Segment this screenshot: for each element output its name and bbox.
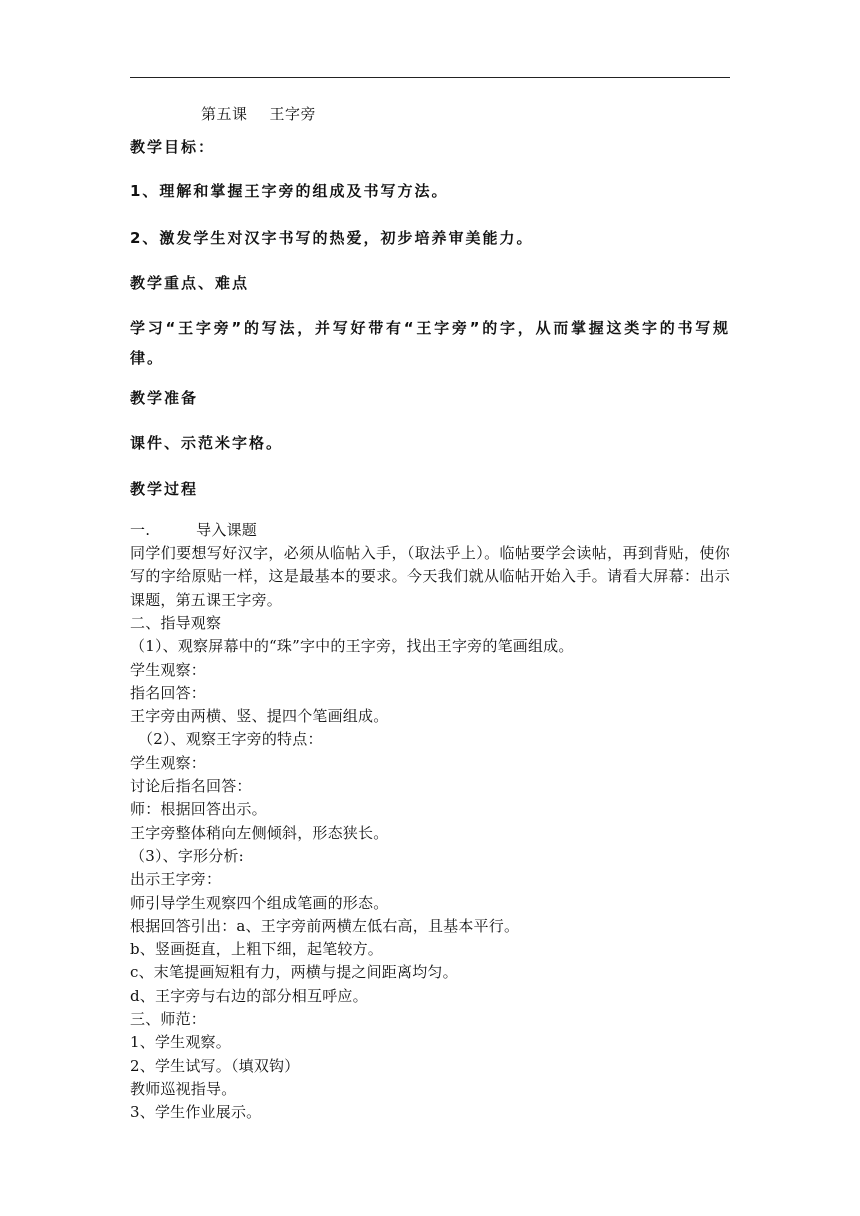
list-item: 王字旁由两横、竖、提四个笔画组成。 bbox=[130, 707, 389, 726]
list-item: 讨论后指名回答： bbox=[130, 777, 252, 796]
lesson-name: 王字旁 bbox=[269, 105, 317, 123]
list-item: 师引导学生观察四个组成笔画的形态。 bbox=[130, 893, 389, 912]
list-item: d、王字旁与右边的部分相互呼应。 bbox=[130, 986, 368, 1005]
lesson-title bbox=[201, 103, 316, 124]
list-item: 教师巡视指导。 bbox=[130, 1079, 237, 1098]
process-heading: 教学过程 bbox=[130, 480, 199, 498]
header-rule bbox=[130, 77, 730, 78]
list-item: b、竖画挺直，上粗下细，起笔较方。 bbox=[130, 940, 384, 959]
list-item: c、末笔提画短粗有力，两横与提之间距离均匀。 bbox=[130, 963, 458, 982]
list-item: 2、学生试写。（填双钩） bbox=[130, 1056, 300, 1075]
section-1-number: 一. bbox=[130, 521, 151, 539]
list-item: 学生观察： bbox=[130, 753, 207, 772]
list-item: （3）、字形分析: bbox=[130, 846, 244, 865]
preparation-heading: 教学准备 bbox=[130, 389, 199, 407]
list-item: 学生观察： bbox=[130, 660, 207, 679]
list-item: 王字旁整体稍向左侧倾斜，形态狭长。 bbox=[130, 823, 389, 842]
process-lines bbox=[130, 612, 730, 1125]
list-item: 1、学生观察。 bbox=[130, 1033, 231, 1052]
objective-item-1: 1、理解和掌握王字旁的组成及书写方法。 bbox=[130, 182, 449, 200]
section-2-heading: 二、指导观察 bbox=[130, 614, 222, 632]
list-item: 指名回答： bbox=[130, 683, 207, 702]
section-1-heading bbox=[130, 519, 730, 542]
list-item: 师：根据回答出示。 bbox=[130, 800, 267, 819]
list-item: 根据回答引出：a、王字旁前两横左低右高，且基本平行。 bbox=[130, 916, 520, 935]
lesson-number: 第五课 bbox=[201, 105, 248, 123]
objective-item-2: 2、激发学生对汉字书写的热爱，初步培养审美能力。 bbox=[130, 229, 534, 247]
list-item: 出示王字旁： bbox=[130, 870, 222, 889]
section-3-heading: 三、师范： bbox=[130, 1010, 207, 1029]
key-points-heading: 教学重点、难点 bbox=[130, 274, 250, 292]
objectives-heading: 教学目标： bbox=[130, 138, 216, 156]
list-item: （2）、观察王字旁的特点： bbox=[138, 730, 323, 749]
section-1-title: 导入课题 bbox=[196, 521, 257, 539]
intro-paragraph: 同学们要想写好汉字，必须从临帖入手，（取法乎上）。临帖要学会读帖，再到背贴，使你写的字给原贴一样，这是最基本的要求。今天我们就从临帖开始入手。请看大屏幕：出示课题，第五课王字旁。 bbox=[130, 544, 730, 609]
list-item: 3、学生作业展示。 bbox=[130, 1103, 262, 1122]
key-points-text: 学习“王字旁”的写法，并写好带有“王字旁”的字，从而掌握这类字的书写规律。 bbox=[130, 319, 730, 367]
list-item: （1）、观察屏幕中的“珠”字中的王字旁，找出王字旁的笔画组成。 bbox=[130, 637, 574, 656]
preparation-text: 课件、示范米字格。 bbox=[130, 434, 284, 452]
